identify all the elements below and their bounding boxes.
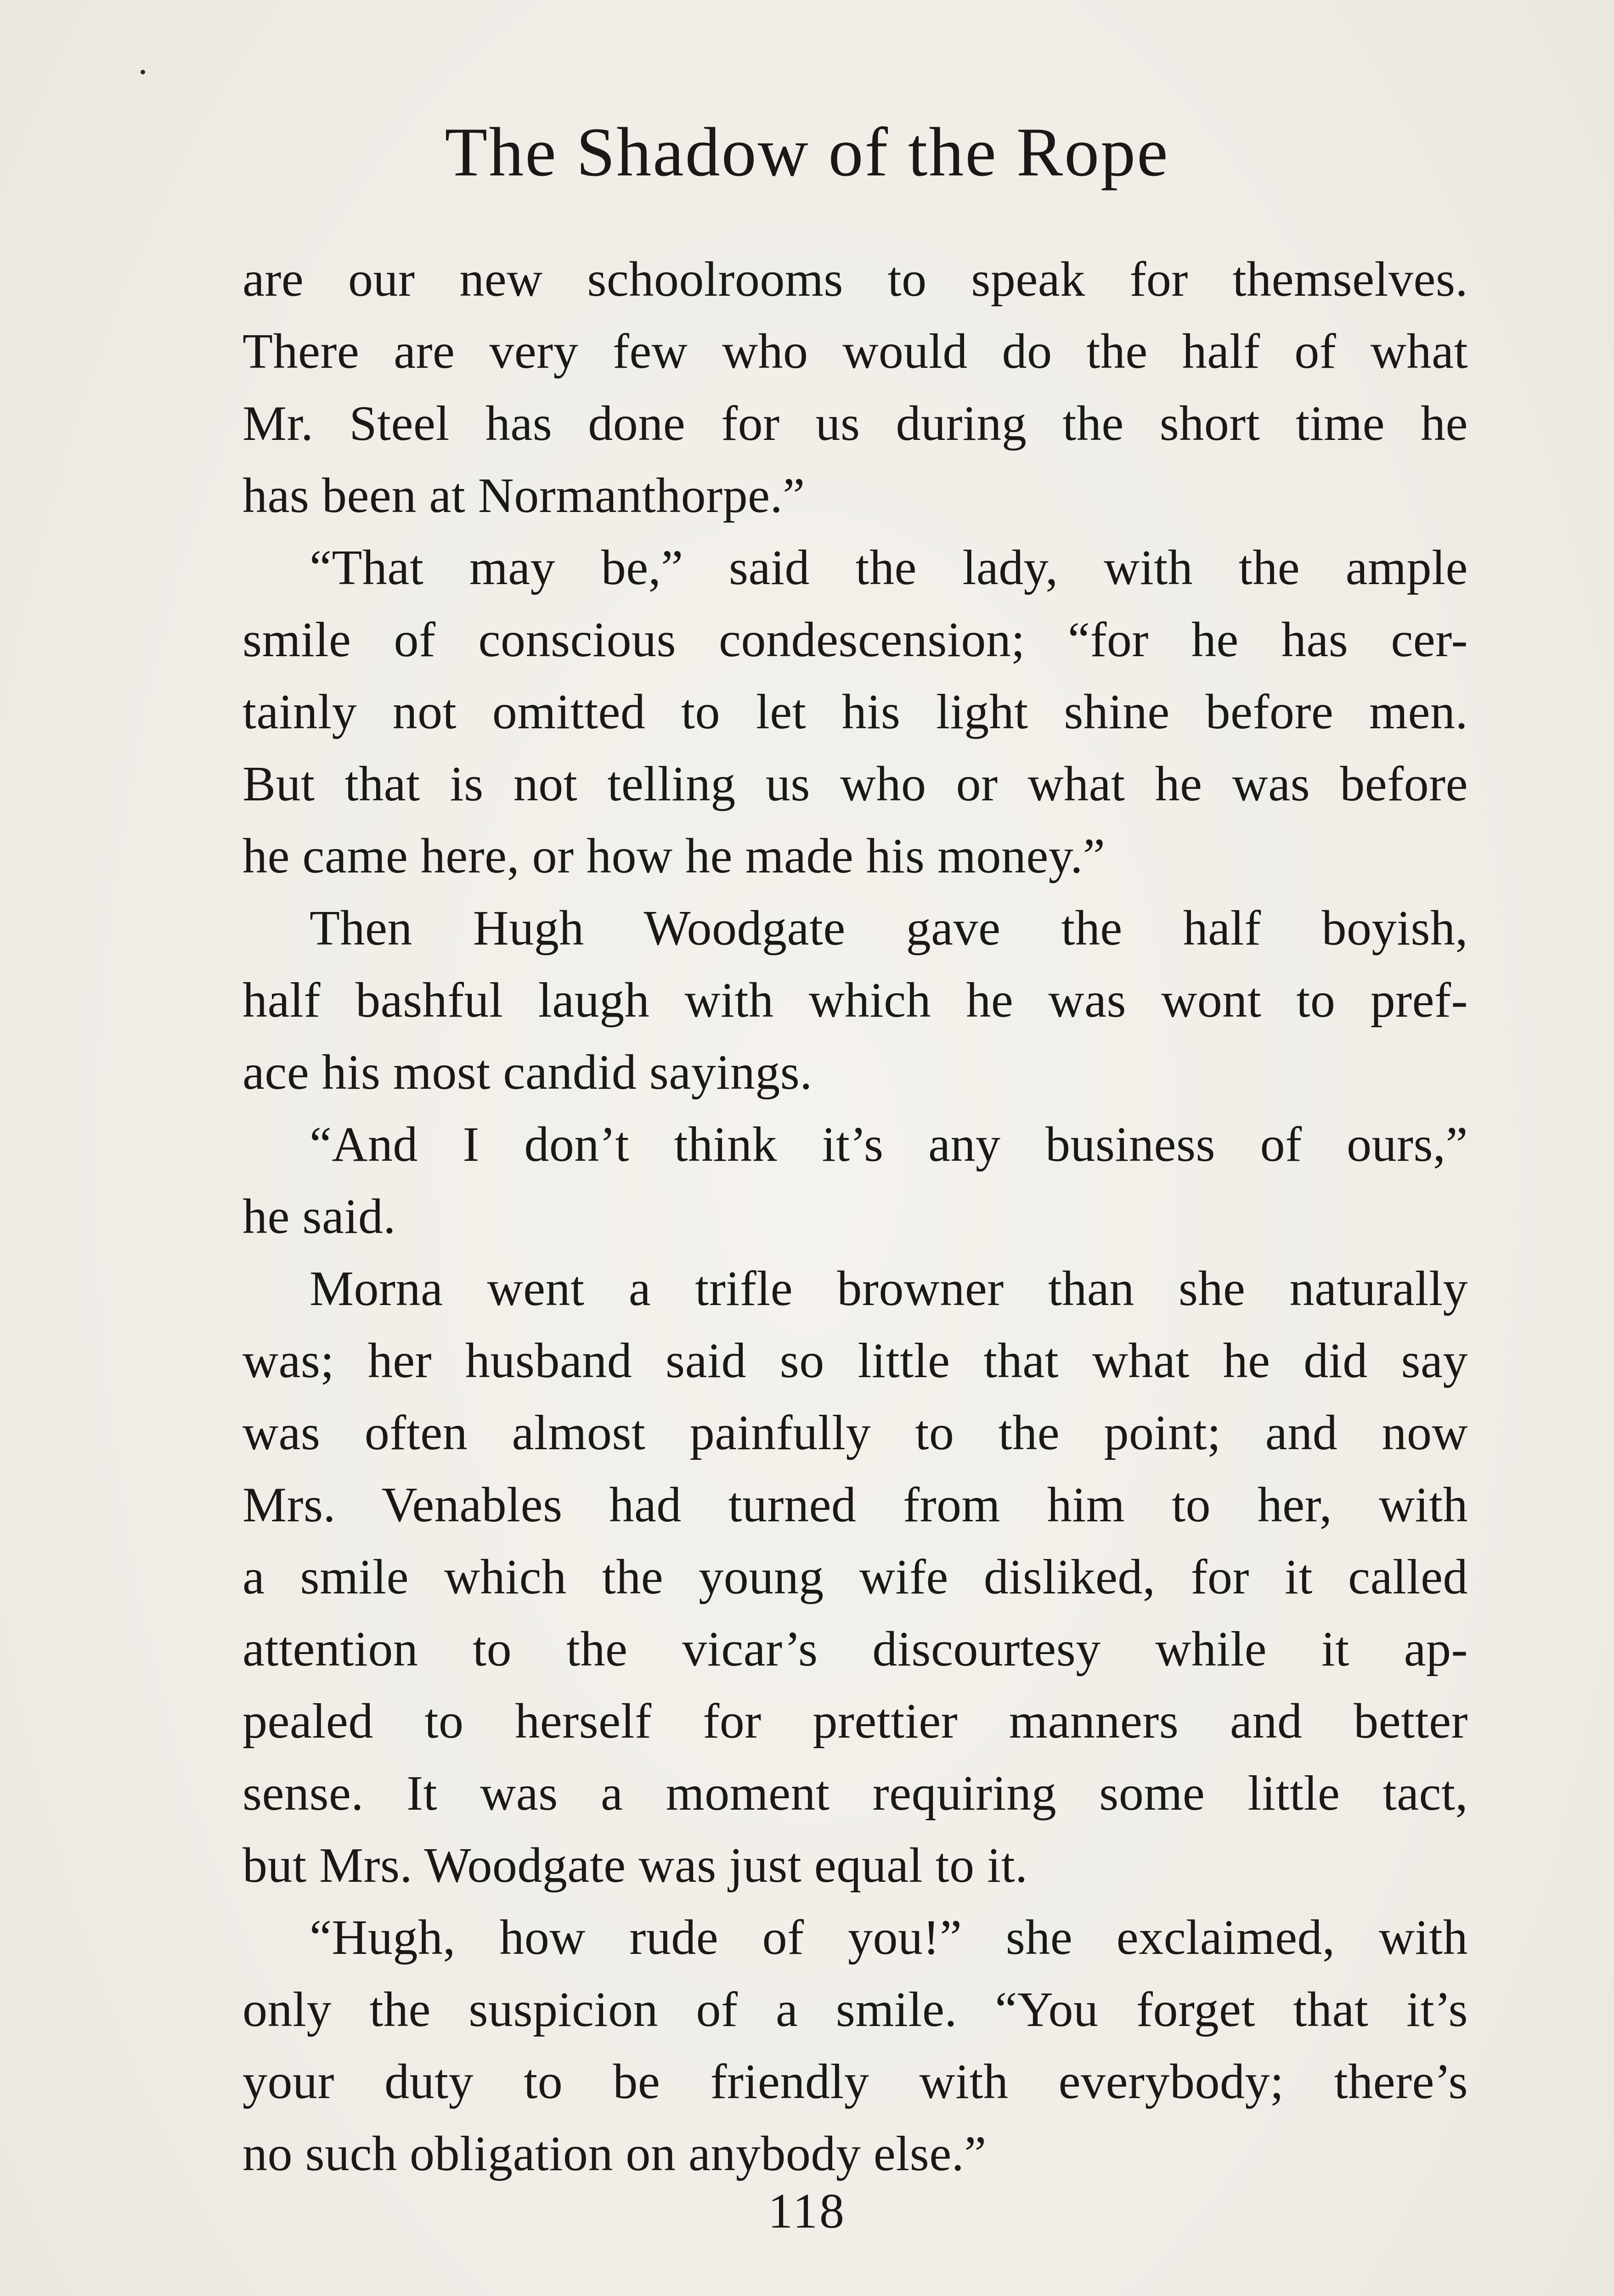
text-line: “And I don’t think it’s any business of ours,” <box>310 1117 1468 1172</box>
text-line: ace his most candid sayings. <box>243 1045 813 1100</box>
ink-speck <box>141 70 145 74</box>
text-line: he came here, or how he made his money.” <box>243 829 1106 884</box>
page-number: 118 <box>768 2184 846 2239</box>
text-line: “That may be,” said the lady, with the ample <box>310 540 1468 595</box>
text-line: but Mrs. Woodgate was just equal to it. <box>243 1838 1028 1893</box>
text-line: pealed to herself for prettier manners and better <box>243 1694 1468 1749</box>
text-line: smile of conscious condescension; “for he has cer- <box>243 613 1468 667</box>
text-line: But that is not telling us who or what he was before <box>243 757 1468 811</box>
text-line: a smile which the young wife disliked, for it called <box>243 1550 1468 1604</box>
text-line: sense. It was a moment requiring some little tact, <box>243 1766 1468 1821</box>
text-line: Mrs. Venables had turned from him to her, with <box>243 1478 1468 1532</box>
text-line: Morna went a trifle browner than she naturally <box>310 1261 1468 1316</box>
text-line: are our new schoolrooms to speak for themselves. <box>243 252 1468 307</box>
text-line: There are very few who would do the half of what <box>243 324 1468 379</box>
running-head: The Shadow of the Rope <box>445 113 1169 191</box>
text-line: no such obligation on anybody else.” <box>243 2127 987 2181</box>
body-text <box>243 243 1468 2190</box>
text-line: has been at Normanthorpe.” <box>243 468 805 523</box>
text-line: your duty to be friendly with everybody; there’s <box>243 2054 1468 2109</box>
text-line: he said. <box>243 1189 396 1244</box>
text-line: Then Hugh Woodgate gave the half boyish, <box>310 901 1468 956</box>
text-line: was; her husband said so little that what he did say <box>243 1334 1468 1388</box>
text-line: attention to the vicar’s discourtesy while it ap- <box>243 1622 1468 1677</box>
text-line: tainly not omitted to let his light shine before men. <box>243 685 1468 739</box>
text-line: half bashful laugh with which he was wont to pref- <box>243 973 1468 1028</box>
text-line: only the suspicion of a smile. “You forget that it’s <box>243 1982 1468 2037</box>
text-line: Mr. Steel has done for us during the short time he <box>243 396 1468 451</box>
text-line: was often almost painfully to the point; and now <box>243 1406 1468 1460</box>
text-line: “Hugh, how rude of you!” she exclaimed, with <box>310 1910 1468 1965</box>
